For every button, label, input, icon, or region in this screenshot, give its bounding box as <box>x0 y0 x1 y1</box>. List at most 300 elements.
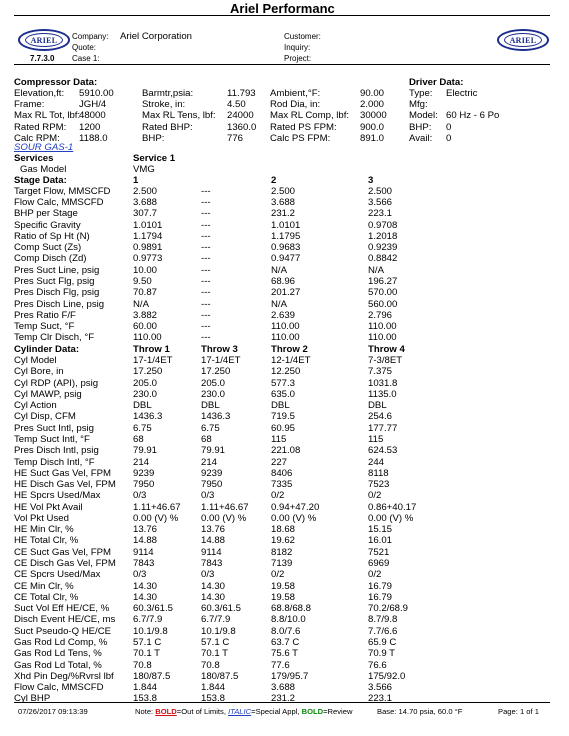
compressor-row-cell-3: 1360.0 <box>227 121 257 133</box>
cylinder-row-cell-0: CE Spcrs Used/Max <box>14 569 101 581</box>
compressor-row-cell-3: 11.793 <box>227 88 256 99</box>
cylinder-header-row-cell-0: Cylinder Data: <box>14 343 80 355</box>
compressor-row-cell-0: Calc RPM: <box>14 132 60 144</box>
stage-row-cell-1: 3.688 <box>133 197 158 209</box>
cylinder-row-cell-2: 153.8 <box>201 693 226 705</box>
cylinder-row-cell-4: 254.6 <box>368 411 393 423</box>
cylinder-row-cell-3: 75.6 T <box>271 648 299 660</box>
inquiry-label: Inquiry: <box>284 43 311 52</box>
cylinder-row-cell-0: HE Disch Gas Vel, FPM <box>14 479 116 491</box>
cylinder-row-cell-1: DBL <box>133 400 152 412</box>
cylinder-row-cell-0: CE Disch Gas Vel, FPM <box>14 558 116 570</box>
cylinder-row-cell-3: 7335 <box>271 479 293 491</box>
stage-row-cell-1: 110.00 <box>133 332 162 344</box>
cylinder-row-cell-3: 63.7 C <box>271 636 300 648</box>
cylinder-row-cell-4: 76.6 <box>368 659 387 671</box>
stage-row-cell-2: --- <box>201 197 211 209</box>
stage-row-cell-2: --- <box>201 264 211 276</box>
stage-row-cell-1: 307.7 <box>133 208 158 220</box>
ariel-logo-text: ARIEL <box>25 33 63 47</box>
stage-row-cell-4: N/A <box>368 264 384 276</box>
cylinder-row-cell-2: 70.1 T <box>201 648 229 660</box>
compressor-row-cell-4: Rated PS FPM: <box>270 121 337 133</box>
compressor-row-cell-5: 2.000 <box>360 99 385 111</box>
driver-row-cell-0: BHP: <box>409 121 432 133</box>
stage-row-cell-0: Pres Disch Flg, psig <box>14 287 100 299</box>
divider-top-2 <box>14 64 550 65</box>
cylinder-row-cell-0: Gas Rod Ld Comp, % <box>14 636 108 648</box>
note-review-word: BOLD <box>301 707 324 716</box>
cylinder-row-cell-4: 0/2 <box>368 569 382 581</box>
cylinder-row-cell-3: 8.8/10.0 <box>271 614 306 626</box>
driver-row-cell-0: Avail: <box>409 132 433 144</box>
cylinder-row-cell-1: 180/87.5 <box>133 670 171 682</box>
stage-row-cell-3: 2.500 <box>271 185 296 197</box>
compressor-row-cell-0: Max RL Tot, lbf: <box>14 110 81 122</box>
cylinder-row-cell-0: Pres Suct Intl, psig <box>14 422 94 434</box>
stage-row-cell-0: Comp Suct (Zs) <box>14 242 82 254</box>
cylinder-row-cell-2: DBL <box>201 400 220 412</box>
stage-row-cell-4: 3.566 <box>368 197 393 209</box>
cylinder-row-cell-1: 70.8 <box>133 659 152 671</box>
service-name: Service 1 <box>133 153 176 164</box>
cylinder-row-cell-3: 8182 <box>271 546 293 558</box>
case-label: Case 1: <box>72 54 100 63</box>
cylinder-row-cell-4: DBL <box>368 400 387 412</box>
cylinder-row-cell-2: 7843 <box>201 558 223 570</box>
cylinder-row-cell-2: 0.00 (V) % <box>201 512 247 524</box>
cylinder-row-cell-0: Suct Pseudo-Q HE/CE <box>14 625 112 637</box>
stage-row-cell-2: --- <box>201 309 211 321</box>
cylinder-row-cell-1: 14.30 <box>133 580 158 592</box>
cylinder-row-cell-2: 57.1 C <box>201 636 230 648</box>
cylinder-row-cell-2: 10.1/9.8 <box>201 625 236 637</box>
stage-row-cell-3: 110.00 <box>271 321 300 333</box>
cylinder-row-cell-2: 0/3 <box>201 490 215 502</box>
stage-row-cell-0: Temp Suct, °F <box>14 321 75 333</box>
stage-row-cell-4: 223.1 <box>368 208 393 220</box>
cylinder-row-cell-1: 153.8 <box>133 693 158 705</box>
note-italic-word: ITALIC <box>228 707 252 716</box>
stage-row-cell-2: --- <box>201 230 211 242</box>
cylinder-row-cell-3: 179/95.7 <box>271 670 309 682</box>
cylinder-row-cell-3: 635.0 <box>271 388 296 400</box>
cylinder-row-cell-2: 9239 <box>201 467 223 479</box>
stage-row-cell-3: 3.688 <box>271 197 296 209</box>
compressor-row-cell-1: JGH/4 <box>79 99 107 111</box>
stage-header-row-cell-3: 2 <box>271 174 277 186</box>
cylinder-row-cell-3: 8406 <box>271 467 293 479</box>
cylinder-row-cell-3: 19.58 <box>271 580 296 592</box>
stage-row-cell-3: N/A <box>271 264 287 276</box>
cylinder-row-cell-3: 231.2 <box>271 693 296 705</box>
cylinder-row-cell-0: Gas Rod Ld Total, % <box>14 659 102 671</box>
gas-model-label: Gas Model <box>20 164 67 175</box>
cylinder-row-cell-1: 7950 <box>133 479 155 491</box>
compressor-row-cell-2: Barmtr,psia: <box>142 88 194 99</box>
compressor-row-cell-1: 1200 <box>79 121 101 133</box>
cylinder-row-cell-2: 1.11+46.67 <box>201 501 249 513</box>
compressor-row-cell-1: 48000 <box>79 110 106 122</box>
cylinder-row-cell-4: 8118 <box>368 467 389 479</box>
cylinder-row-cell-4: 223.1 <box>368 693 393 705</box>
stage-row-cell-0: Specific Gravity <box>14 219 81 231</box>
cylinder-row-cell-2: 7950 <box>201 479 223 491</box>
cylinder-row-cell-3: 0/2 <box>271 490 285 502</box>
stage-row-cell-2: --- <box>201 242 211 254</box>
compressor-row-cell-0: Rated RPM: <box>14 121 67 133</box>
cylinder-header-row-cell-4: Throw 4 <box>368 343 405 355</box>
stage-row-cell-2: --- <box>201 219 211 231</box>
compressor-row-cell-2: Rated BHP: <box>142 121 193 133</box>
cylinder-row-cell-4: 8.7/9.8 <box>368 614 398 626</box>
cylinder-row-cell-2: 0/3 <box>201 569 215 581</box>
cylinder-row-cell-0: Cyl Model <box>14 354 57 366</box>
stage-row-cell-3: 2.639 <box>271 309 296 321</box>
cylinder-row-cell-4: 7-3/8ET <box>368 354 403 366</box>
stage-row-cell-3: 0.9683 <box>271 242 301 254</box>
cylinder-row-cell-2: 14.30 <box>201 580 226 592</box>
cylinder-row-cell-4: 115 <box>368 433 384 445</box>
stage-row-cell-0: Comp Disch (Zd) <box>14 253 87 265</box>
footer-page: Page: 1 of 1 <box>498 707 539 716</box>
stage-row-cell-0: Flow Calc, MMSCFD <box>14 197 104 209</box>
version-number: 7.7.3.0 <box>30 54 55 63</box>
cylinder-row-cell-1: 9114 <box>133 546 154 558</box>
cylinder-header-row-cell-3: Throw 2 <box>271 343 308 355</box>
stage-row-cell-2: --- <box>201 276 211 288</box>
cylinder-row-cell-4: 6969 <box>368 558 390 570</box>
stage-row-cell-1: 60.00 <box>133 321 158 333</box>
cylinder-row-cell-3: 68.8/68.8 <box>271 603 312 615</box>
ariel-logo-text-right: ARIEL <box>504 33 542 47</box>
stage-row-cell-1: 10.00 <box>133 264 158 276</box>
compressor-heading: Compressor Data: <box>14 77 98 88</box>
compressor-row-cell-0: Frame: <box>14 99 45 111</box>
cylinder-row-cell-2: 1.844 <box>201 682 226 694</box>
cylinder-row-cell-2: 214 <box>201 456 218 468</box>
cylinder-row-cell-3: 227 <box>271 456 288 468</box>
cylinder-row-cell-2: 180/87.5 <box>201 670 239 682</box>
cylinder-row-cell-2: 70.8 <box>201 659 220 671</box>
compressor-row-cell-5: 900.0 <box>360 121 385 133</box>
cylinder-row-cell-4: 177.77 <box>368 422 398 434</box>
stage-row-cell-1: N/A <box>133 298 149 310</box>
customer-label: Customer: <box>284 32 321 41</box>
cylinder-row-cell-3: 115 <box>271 433 287 445</box>
cylinder-row-cell-3: 0/2 <box>271 569 285 581</box>
cylinder-row-cell-3: 12-1/4ET <box>271 354 311 366</box>
compressor-row-cell-3: 24000 <box>227 110 254 122</box>
note-review-desc: =Review <box>323 707 353 716</box>
cylinder-row-cell-1: 57.1 C <box>133 636 162 648</box>
ariel-logo-left <box>18 29 70 51</box>
cylinder-row-cell-3: 719.5 <box>271 411 296 423</box>
stage-row-cell-0: Temp Clr Disch, °F <box>14 332 95 344</box>
stage-row-cell-0: Pres Ratio F/F <box>14 309 76 321</box>
stage-row-cell-0: Pres Suct Flg, psig <box>14 276 95 288</box>
stage-row-cell-4: 1.2018 <box>368 230 398 242</box>
stage-row-cell-3: 1.0101 <box>271 219 301 231</box>
compressor-row-cell-2: BHP: <box>142 132 165 144</box>
stage-row-cell-4: 0.9239 <box>368 242 398 254</box>
cylinder-row-cell-0: HE Min Clr, % <box>14 524 74 536</box>
cylinder-row-cell-4: 7523 <box>368 479 390 491</box>
stage-row-cell-1: 2.500 <box>133 185 158 197</box>
cylinder-row-cell-1: 214 <box>133 456 150 468</box>
stage-row-cell-2: --- <box>201 185 211 197</box>
stage-row-cell-2: --- <box>201 298 211 310</box>
stage-row-cell-4: 110.00 <box>368 321 397 333</box>
cylinder-row-cell-3: 0.94+47.20 <box>271 501 320 513</box>
cylinder-row-cell-0: HE Suct Gas Vel, FPM <box>14 467 112 479</box>
cylinder-row-cell-1: 6.75 <box>133 422 152 434</box>
cylinder-row-cell-2: 68 <box>201 433 212 445</box>
stage-row-cell-4: 110.00 <box>368 332 397 344</box>
stage-row-cell-1: 1.1794 <box>133 230 163 242</box>
compressor-row-cell-1: 1188.0 <box>79 132 108 144</box>
note-bold-word: BOLD <box>155 707 177 716</box>
footer-datetime: 07/26/2017 09:13:39 <box>18 707 88 716</box>
cylinder-row-cell-0: Flow Calc, MMSCFD <box>14 682 104 694</box>
cylinder-row-cell-2: 17.250 <box>201 366 231 378</box>
cylinder-row-cell-4: 1135.0 <box>368 388 397 400</box>
cylinder-row-cell-0: Cyl BHP <box>14 693 51 705</box>
cylinder-row-cell-1: 205.0 <box>133 377 158 389</box>
cylinder-row-cell-0: Cyl Disp, CFM <box>14 411 76 423</box>
compressor-row-cell-5: 891.0 <box>360 132 385 144</box>
stage-row-cell-4: 560.00 <box>368 298 398 310</box>
cylinder-row-cell-2: 9114 <box>201 546 222 558</box>
company-value: Ariel Corporation <box>120 31 192 42</box>
stage-row-cell-2: --- <box>201 321 211 333</box>
cylinder-row-cell-3: 0.00 (V) % <box>271 512 317 524</box>
driver-row-cell-0: Model: <box>409 110 438 122</box>
cylinder-row-cell-3: 77.6 <box>271 659 290 671</box>
cylinder-row-cell-0: Pres Disch Intl, psig <box>14 445 99 457</box>
stage-row-cell-4: 0.8842 <box>368 253 398 265</box>
cylinder-row-cell-3: 7139 <box>271 558 293 570</box>
cylinder-row-cell-1: 70.1 T <box>133 648 161 660</box>
cylinder-row-cell-1: 17-1/4ET <box>133 354 173 366</box>
driver-row-cell-1: 60 Hz - 6 Po <box>446 110 500 122</box>
gas-model-value: VMG <box>133 164 155 175</box>
cylinder-row-cell-4: 3.566 <box>368 682 393 694</box>
cylinder-row-cell-1: 0/3 <box>133 490 147 502</box>
cylinder-row-cell-2: 14.30 <box>201 591 226 603</box>
driver-row-cell-0: Mfg: <box>409 99 428 111</box>
cylinder-row-cell-4: 7.7/6.6 <box>368 625 398 637</box>
cylinder-row-cell-4: 7521 <box>368 546 390 558</box>
cylinder-row-cell-0: Cyl Action <box>14 400 57 412</box>
cylinder-row-cell-2: 17-1/4ET <box>201 354 241 366</box>
cylinder-row-cell-0: CE Min Clr, % <box>14 580 74 592</box>
cylinder-row-cell-0: Vol Pkt Used <box>14 512 69 524</box>
cylinder-row-cell-2: 6.75 <box>201 422 220 434</box>
cylinder-row-cell-2: 6.7/7.9 <box>201 614 231 626</box>
cylinder-row-cell-1: 9239 <box>133 467 155 479</box>
cylinder-row-cell-3: 221.08 <box>271 445 301 457</box>
cylinder-row-cell-4: 1031.8 <box>368 377 398 389</box>
stage-row-cell-0: Pres Suct Line, psig <box>14 264 100 276</box>
stage-row-cell-0: BHP per Stage <box>14 208 78 220</box>
cylinder-row-cell-0: Temp Suct Intl, °F <box>14 433 90 445</box>
cylinder-row-cell-4: 0.86+40.17 <box>368 501 417 513</box>
note-bold-desc: =Out of Limits, <box>176 707 229 716</box>
company-label: Company: <box>72 32 109 41</box>
cylinder-row-cell-2: 205.0 <box>201 377 226 389</box>
stage-row-cell-1: 3.882 <box>133 309 158 321</box>
cylinder-row-cell-3: 12.250 <box>271 366 301 378</box>
cylinder-row-cell-0: CE Total Clr, % <box>14 591 79 603</box>
driver-row-cell-1: Electric <box>446 88 478 99</box>
cylinder-row-cell-1: 68 <box>133 433 144 445</box>
stage-row-cell-3: 231.2 <box>271 208 296 220</box>
cylinder-row-cell-1: 6.7/7.9 <box>133 614 163 626</box>
compressor-row-cell-3: 4.50 <box>227 99 246 111</box>
cylinder-row-cell-0: CE Suct Gas Vel, FPM <box>14 546 112 558</box>
driver-heading: Driver Data: <box>409 77 464 88</box>
cylinder-row-cell-0: Cyl Bore, in <box>14 366 64 378</box>
cylinder-row-cell-0: Cyl RDP (API), psig <box>14 377 99 389</box>
stage-row-cell-1: 1.0101 <box>133 219 163 231</box>
stage-row-cell-3: 110.00 <box>271 332 300 344</box>
cylinder-row-cell-0: Disch Event HE/CE, ms <box>14 614 116 626</box>
compressor-row-cell-1: 5910.00 <box>79 88 114 99</box>
cylinder-row-cell-1: 13.76 <box>133 524 158 536</box>
cylinder-row-cell-1: 0.00 (V) % <box>133 512 179 524</box>
cylinder-row-cell-1: 230.0 <box>133 388 158 400</box>
project-label: Project: <box>284 54 312 63</box>
compressor-row-cell-3: 776 <box>227 132 244 144</box>
stage-row-cell-2: --- <box>201 287 211 299</box>
note-prefix: Note: <box>135 707 156 716</box>
cylinder-row-cell-1: 7843 <box>133 558 155 570</box>
stage-row-cell-4: 2.796 <box>368 309 393 321</box>
cylinder-row-cell-4: 0.00 (V) % <box>368 512 414 524</box>
stage-row-cell-4: 0.9708 <box>368 219 398 231</box>
cylinder-row-cell-3: 19.62 <box>271 535 296 547</box>
stage-row-cell-3: N/A <box>271 298 287 310</box>
cylinder-row-cell-1: 1.844 <box>133 682 158 694</box>
services-label: Services <box>14 153 54 164</box>
cylinder-row-cell-0: Suct Vol Eff HE/CE, % <box>14 603 110 615</box>
cylinder-row-cell-4: 70.2/68.9 <box>368 603 409 615</box>
quote-label: Quote: <box>72 43 97 52</box>
stage-row-cell-1: 9.50 <box>133 276 152 288</box>
cylinder-row-cell-3: 19.58 <box>271 591 296 603</box>
stage-row-cell-0: Pres Disch Line, psig <box>14 298 105 310</box>
compressor-row-cell-5: 90.00 <box>360 88 385 99</box>
cylinder-row-cell-4: 16.79 <box>368 580 393 592</box>
cylinder-row-cell-3: 577.3 <box>271 377 296 389</box>
compressor-row-cell-2: Max RL Tens, lbf: <box>142 110 216 122</box>
cylinder-row-cell-1: 14.88 <box>133 535 158 547</box>
cylinder-header-row-cell-2: Throw 3 <box>201 343 238 355</box>
stage-row-cell-3: 1.1795 <box>271 230 301 242</box>
compressor-row-cell-0: Elevation,ft: <box>14 88 65 99</box>
divider-bottom <box>14 702 550 703</box>
cylinder-row-cell-0: Gas Rod Ld Tens, % <box>14 648 102 660</box>
compressor-row-cell-4: Ambient,°F: <box>270 88 321 99</box>
stage-row-cell-3: 68.96 <box>271 276 296 288</box>
cylinder-row-cell-2: 79.91 <box>201 445 226 457</box>
cylinder-row-cell-4: 15.15 <box>368 524 393 536</box>
note-italic-desc: =Special Appl, <box>251 707 302 716</box>
cylinder-row-cell-0: HE Vol Pkt Avail <box>14 501 83 513</box>
cylinder-row-cell-4: 175/92.0 <box>368 670 406 682</box>
driver-row-cell-1: 0 <box>446 132 452 144</box>
cylinder-row-cell-2: 230.0 <box>201 388 226 400</box>
stage-row-cell-4: 196.27 <box>368 276 398 288</box>
cylinder-row-cell-1: 60.3/61.5 <box>133 603 174 615</box>
divider-top-1 <box>14 15 550 16</box>
cylinder-header-row-cell-1: Throw 1 <box>133 343 170 355</box>
stage-row-cell-1: 70.87 <box>133 287 158 299</box>
cylinder-row-cell-4: 70.9 T <box>368 648 396 660</box>
stage-header-row-cell-4: 3 <box>368 174 374 186</box>
compressor-row-cell-4: Max RL Comp, lbf: <box>270 110 350 122</box>
cylinder-row-cell-2: 1436.3 <box>201 411 231 423</box>
stage-row-cell-2: --- <box>201 332 211 344</box>
cylinder-row-cell-2: 14.88 <box>201 535 226 547</box>
compressor-row-cell-5: 30000 <box>360 110 387 122</box>
cylinder-row-cell-4: 16.79 <box>368 591 393 603</box>
cylinder-row-cell-3: DBL <box>271 400 290 412</box>
compressor-row-cell-2: Stroke, in: <box>142 99 186 111</box>
stage-row-cell-0: Ratio of Sp Ht (N) <box>14 230 90 242</box>
footer-note <box>135 707 352 716</box>
stage-row-cell-3: 0.9477 <box>271 253 301 265</box>
stage-row-cell-4: 570.00 <box>368 287 398 299</box>
compressor-row-cell-4: Calc PS FPM: <box>270 132 331 144</box>
stage-row-cell-0: Target Flow, MMSCFD <box>14 185 111 197</box>
cylinder-row-cell-1: 1.11+46.67 <box>133 501 181 513</box>
stage-row-cell-3: 201.27 <box>271 287 301 299</box>
cylinder-row-cell-3: 3.688 <box>271 682 296 694</box>
cylinder-row-cell-4: 0/2 <box>368 490 382 502</box>
stage-row-cell-1: 0.9773 <box>133 253 163 265</box>
cylinder-row-cell-4: 7.375 <box>368 366 393 378</box>
stage-row-cell-4: 2.500 <box>368 185 393 197</box>
cylinder-row-cell-1: 79.91 <box>133 445 158 457</box>
stage-row-cell-1: 0.9891 <box>133 242 163 254</box>
driver-row-cell-1: 0 <box>446 121 452 133</box>
cylinder-row-cell-3: 8.0/7.6 <box>271 625 301 637</box>
cylinder-row-cell-4: 244 <box>368 456 385 468</box>
cylinder-row-cell-1: 10.1/9.8 <box>133 625 168 637</box>
footer-base: Base: 14.70 psia, 60.0 °F <box>377 707 463 716</box>
stage-header-row-cell-1: 1 <box>133 174 139 186</box>
stage-header-row-cell-0: Stage Data: <box>14 174 67 186</box>
report-title: Ariel Performanc <box>230 1 335 16</box>
cylinder-row-cell-1: 1436.3 <box>133 411 163 423</box>
cylinder-row-cell-2: 60.3/61.5 <box>201 603 242 615</box>
cylinder-row-cell-1: 0/3 <box>133 569 147 581</box>
cylinder-row-cell-0: HE Total Clr, % <box>14 535 79 547</box>
compressor-row-cell-4: Rod Dia, in: <box>270 99 321 111</box>
cylinder-row-cell-4: 16.01 <box>368 535 393 547</box>
cylinder-row-cell-1: 17.250 <box>133 366 163 378</box>
cylinder-row-cell-2: 13.76 <box>201 524 226 536</box>
stage-row-cell-2: --- <box>201 208 211 220</box>
ariel-logo-right <box>497 29 549 51</box>
cylinder-row-cell-3: 60.95 <box>271 422 296 434</box>
cylinder-row-cell-4: 624.53 <box>368 445 398 457</box>
gas-link[interactable]: SOUR GAS-1 <box>14 142 74 153</box>
cylinder-row-cell-3: 18.68 <box>271 524 296 536</box>
driver-row-cell-0: Type: <box>409 88 433 99</box>
